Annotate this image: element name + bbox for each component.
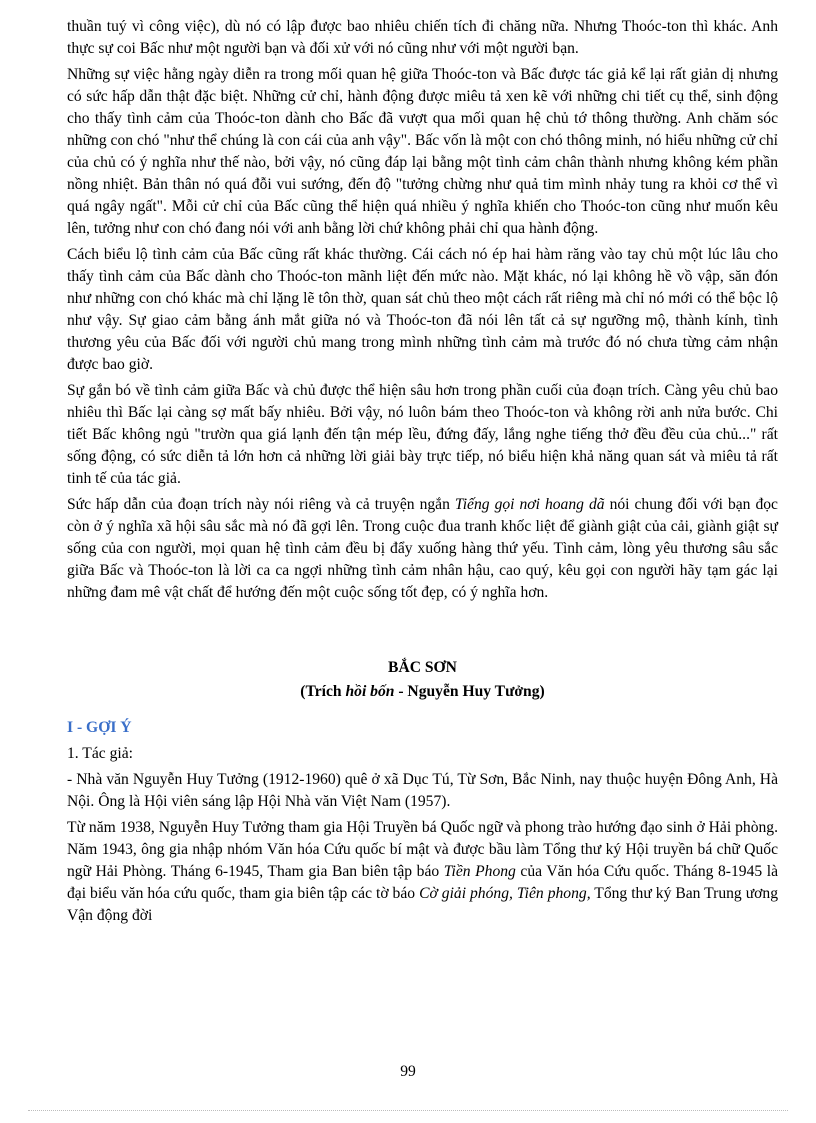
- paragraph-expression: Cách biểu lộ tình cảm của Bấc cũng rất khác thường. Cái cách nó ép hai hàm răng vào tay chủ một lúc lâu cho thấy tình cảm của Bấc dành cho Thoóc-ton mãnh liệt đến mức nào. Mặt khác, nó lại không hề vồ vập, săn đón như những con chó khác mà chỉ lặng lẽ tôn thờ, quan sát chủ theo một cách rất riêng mà chỉ nó mới có thể bộc lộ như vậy. Sự giao cảm bằng ánh mắt giữa nó và Thoóc-ton đã nói lên tất cả sự ngưỡng mộ, thành kính, tình thương yêu của Bấc đối với người chủ mang trong mình những tình cảm mà trước đó nó chưa từng cảm nhận được bao giờ.: [67, 246, 778, 373]
- section-gap: [67, 608, 778, 657]
- bio-2-text-3: Tổng thư ký Ban Trung ương Vận động đời: [67, 885, 778, 924]
- bio-2-text-2: của Văn hóa Cứu quốc. Tháng 8-1945 là đại biểu văn hóa cứu quốc, tham gia biên tập các tờ báo: [67, 863, 778, 902]
- bio-2-italic-2: Cờ giải phóng, Tiên phong,: [419, 885, 591, 902]
- page-number: 99: [400, 1063, 416, 1080]
- subtitle-text-2: - Nguyễn Huy Tưởng): [394, 683, 545, 700]
- paragraph-attachment: Sự gắn bó về tình cảm giữa Bấc và chủ được thể hiện sâu hơn trong phần cuối của đoạn trích. Càng yêu chủ bao nhiêu thì Bấc lại càng sợ mất bấy nhiêu. Bởi vậy, nó luôn bám theo Thoóc-ton và không rời anh nửa bước. Chi tiết Bấc không ngủ "trườn qua giá lạnh đến tận mép lều, đứng đấy, lắng nghe tiếng thở đều đều của chủ..." rất sống động, có sức diễn tả lớn hơn cả những lời giải bày trực tiếp, nó biểu hiện khả năng quan sát và miêu tả rất tinh tế của tác giả.: [67, 382, 778, 487]
- chapter-subtitle: [67, 681, 778, 703]
- item-tac-gia: 1. Tác giả:: [67, 745, 133, 762]
- page-content: [67, 16, 778, 927]
- paragraph-appeal-text-1: Sức hấp dẫn của đoạn trích này nói riêng và cả truyện ngắn: [67, 496, 455, 513]
- paragraph-appeal-text-2: nói chung đối với bạn đọc còn ở ý nghĩa xã hội sâu sắc mà nó đã gợi lên. Trong cuộc đua tranh khốc liệt để giành giật của cải, giành giật sự sống của con người, mọi quan hệ tình cảm đều bị đẩy xuống hàng thứ yếu. Tình cảm, lòng yêu thương sâu sắc giữa Bấc và Thoóc-ton là lời ca ca ngợi những tình cảm nhân hậu, cao quý, kêu gọi con người hãy tạm gác lại những đam mê vật chất để hướng đến một cuộc sống tốt đẹp, có ý nghĩa hơn.: [67, 496, 778, 601]
- story-title-italic: Tiếng gọi nơi hoang dã: [454, 496, 605, 513]
- paragraph-relationship: Những sự việc hằng ngày diễn ra trong mối quan hệ giữa Thoóc-ton và Bấc được tác giả kể lại rất giản dị nhưng có sức hấp dẫn thật đặc biệt. Những cử chỉ, hành động được miêu tả xen kẽ với những chi tiết cụ thể, sinh động cho thấy tình cảm của Thoóc-ton dành cho Bấc đã vượt qua mối quan hệ chủ tớ thông thường. Anh chăm sóc những con chó "như thể chúng là con cái của anh vậy". Bấc vốn là một con chó thông minh, nó hiểu những cử chỉ của chủ có ý nghĩa như thế nào, bởi vậy, nó cũng đáp lại bằng một tình cảm chân thành nhưng không kém phần nồng nhiệt. Bản thân nó quá đỗi vui sướng, đến độ "tưởng chừng như quả tim mình nhảy tung ra khỏi cơ thể vì quá ngây ngất". Mỗi cử chỉ của Bấc cũng thể hiện quá nhiều ý nghĩa khiến cho Thoóc-ton cũng như muốn kêu lên, tưởng như con chó đang nói với anh bằng lời chứ không phải chỉ qua hành động.: [67, 66, 778, 237]
- bio-2-italic-1: Tiền Phong: [443, 863, 516, 880]
- paragraph-continued: thuần tuý vì công việc), dù nó có lập được bao nhiêu chiến tích đi chăng nữa. Nhưng Thoóc-ton thì khác. Anh thực sự coi Bấc như một người bạn và đối xử với nó cũng như với một người bạn.: [67, 18, 778, 57]
- subtitle-text-1: (Trích: [300, 683, 346, 700]
- paragraph-appeal: [67, 494, 778, 604]
- subtitle-italic: hồi bốn: [345, 683, 395, 700]
- chapter-title: BẮC SƠN: [388, 659, 457, 676]
- paragraph-bio-2: [67, 817, 778, 927]
- bio-2-text-1: Từ năm 1938, Nguyễn Huy Tưởng tham gia Hội Truyền bá Quốc ngữ và phong trào hướng đạo sinh ở Hải phòng. Năm 1943, ông gia nhập nhóm Văn hóa Cứu quốc bí mật và được bầu làm Tổng thư ký Hội truyền bá chữ Quốc ngữ Hải Phòng. Tháng 6-1945, Tham gia Ban biên tập báo: [67, 819, 778, 880]
- section-heading-goi-y: I - GỢI Ý: [67, 719, 132, 736]
- page-bottom-rule: [28, 1110, 788, 1111]
- paragraph-bio-1: - Nhà văn Nguyễn Huy Tưởng (1912-1960) quê ở xã Dục Tú, Từ Sơn, Bắc Ninh, nay thuộc huyện Đông Anh, Hà Nội. Ông là Hội viên sáng lập Hội Nhà văn Việt Nam (1957).: [67, 771, 778, 810]
